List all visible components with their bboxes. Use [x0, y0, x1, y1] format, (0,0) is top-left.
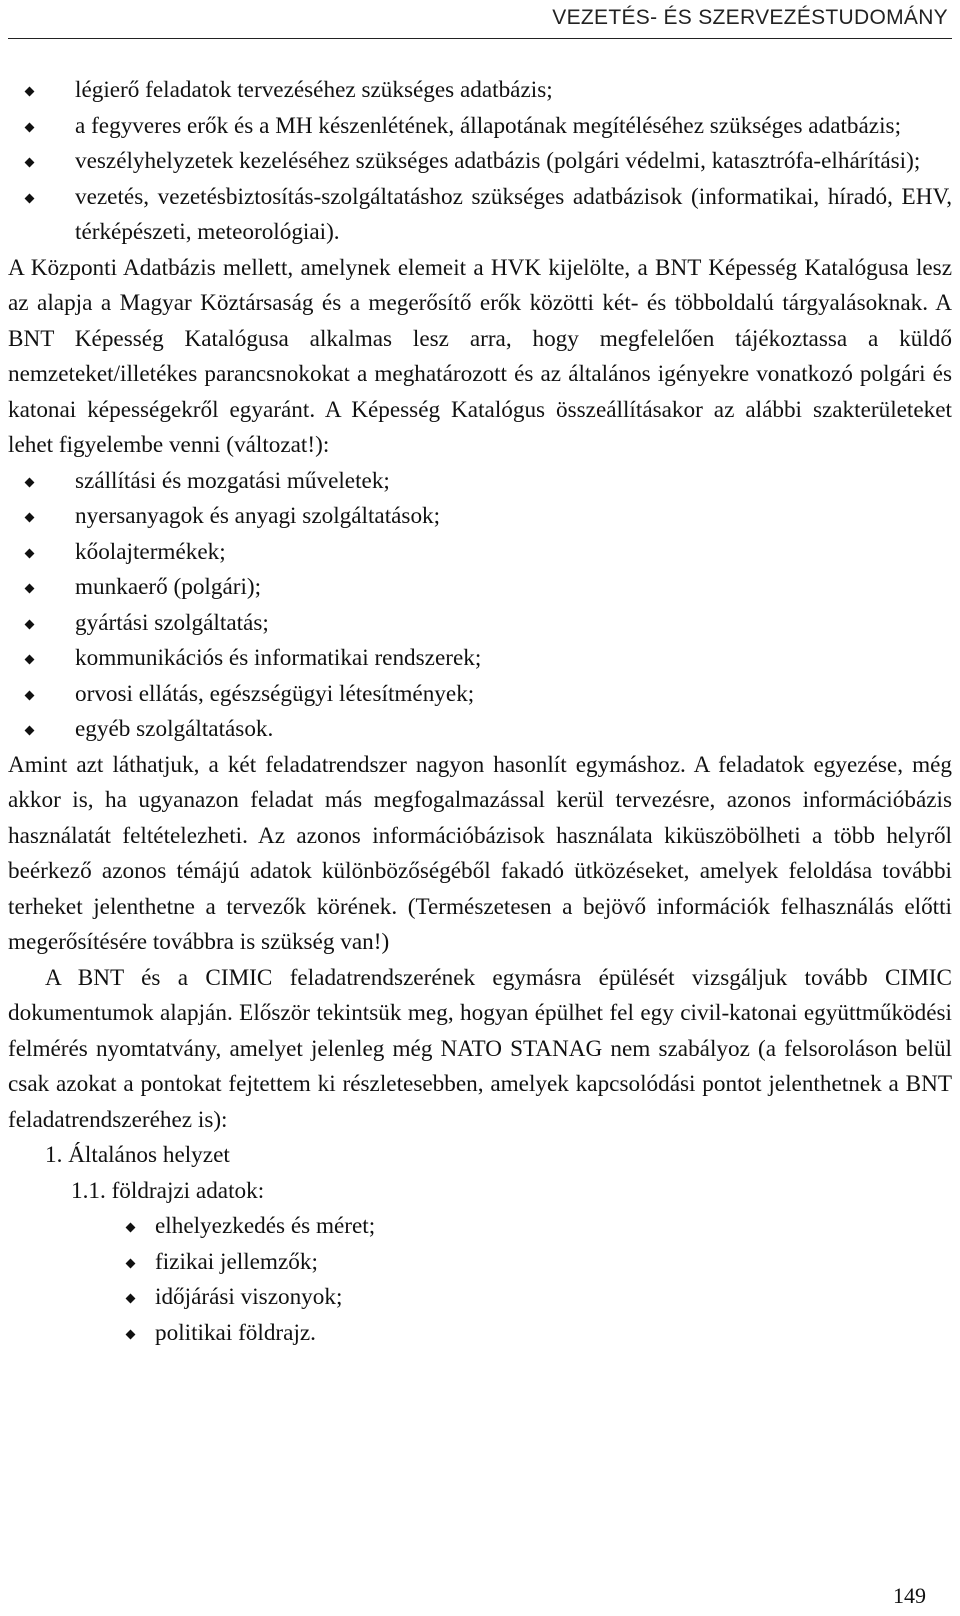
diamond-bullet-icon [25, 655, 35, 665]
list-item: fizikai jellemzők; [8, 1245, 952, 1281]
list-item: elhelyezkedés és méret; [8, 1209, 952, 1245]
paragraph-comparison: Amint azt láthatjuk, a két feladatrendszer nagyon hasonlít egymáshoz. A feladatok egyezése, még akkor is, ha ugyanazon feladat más megfogalmazással kerül tervezésre, azonos információbázis használatát feltételezheti. Az azonos információbázisok használata kiküszöbölheti a több helyről beérkező azonos témájú adatok különbözőségéből fakadó ütközéseket, amelyek feloldása további terheket jelenthetne a tervezők körének. (Természetesen a bejövő információk felhasználás előtti megerősítésére továbbra is szükség van!) [8, 751, 952, 955]
list-item: gyártási szolgáltatás; [8, 606, 952, 642]
list-item: kőolajtermékek; [8, 535, 952, 571]
diamond-bullet-icon [25, 158, 35, 168]
header-title: VEZETÉS- ÉS SZERVEZÉSTUDOMÁNY [552, 6, 948, 29]
diamond-bullet-icon [25, 477, 35, 487]
diamond-bullet-icon [126, 1258, 136, 1268]
diamond-bullet-icon [25, 122, 35, 132]
list-item: politikai földrajz. [8, 1316, 952, 1352]
paragraph-cimic: A BNT és a CIMIC feladatrendszerének egymásra épülését vizsgáljuk tovább CIMIC dokumentumok alapján. Először tekintsük meg, hogyan épülhet fel egy civil-katonai együttműködési felmérés nyomtatvány, amelyet jelenleg még NATO STANAG nem szabályoz (a felsoroláson belül csak azokat a pontokat fejtettem ki részletesebben, amelyek kapcsolódási pontot jelenthetnek a BNT feladatrendszeréhez is): [8, 964, 952, 1133]
list-item: veszélyhelyzetek kezeléséhez szükséges adatbázis (polgári védelmi, katasztrófa-elhárítási); [8, 144, 952, 180]
diamond-bullet-icon [126, 1329, 136, 1339]
running-header [8, 0, 952, 39]
diamond-bullet-icon [25, 584, 35, 594]
diamond-bullet-icon [25, 513, 35, 523]
diamond-bullet-icon [25, 726, 35, 736]
list-item: kommunikációs és informatikai rendszerek; [8, 641, 952, 677]
list-item: szállítási és mozgatási műveletek; [8, 464, 952, 500]
list-item: vezetés, vezetésbiztosítás-szolgáltatáshoz szükséges adatbázisok (informatikai, híradó, EHV, térképészeti, meteorológiai). [8, 180, 952, 251]
list-item: a fegyveres erők és a MH készenlétének, állapotának megítéléséhez szükséges adatbázis; [8, 109, 952, 145]
diamond-bullet-icon [25, 690, 35, 700]
diamond-bullet-icon [25, 193, 35, 203]
numbered-subheading-geographic-data: 1.1. földrajzi adatok: [71, 1177, 265, 1204]
list-item: nyersanyagok és anyagi szolgáltatások; [8, 499, 952, 535]
bullet-list-geographic [8, 1209, 952, 1351]
diamond-bullet-icon [126, 1294, 136, 1304]
diamond-bullet-icon [25, 87, 35, 97]
page-body [8, 73, 952, 1351]
diamond-bullet-icon [126, 1223, 136, 1233]
bullet-list-databases [8, 73, 952, 251]
list-item: egyéb szolgáltatások. [8, 712, 952, 748]
bullet-list-fields [8, 464, 952, 748]
paragraph-capability-catalogue: A Központi Adatbázis mellett, amelynek elemeit a HVK kijelölte, a BNT Képesség Katalógusa lesz az alapja a Magyar Köztársaság és a megerősítő erők közötti két- és többoldalú tárgyalásoknak. A BNT Képesség Katalógusa alkalmas lesz arra, hogy megfelelően tájékoztassa a küldő nemzeteket/illetékes parancsnokokat a meghatározott és az általános igényekre vonatkozó polgári és katonai képességekről egyaránt. A Képesség Katalógus összeállításakor az alábbi szakterületeket lehet figyelembe venni (változat!): [8, 254, 952, 458]
list-item: légierő feladatok tervezéséhez szükséges adatbázis; [8, 73, 952, 109]
list-item: orvosi ellátás, egészségügyi létesítmények; [8, 677, 952, 713]
numbered-heading-general-situation: 1. Általános helyzet [45, 1142, 230, 1168]
list-item: időjárási viszonyok; [8, 1280, 952, 1316]
page-number: 149 [893, 1583, 926, 1608]
diamond-bullet-icon [25, 548, 35, 558]
diamond-bullet-icon [25, 619, 35, 629]
list-item: munkaerő (polgári); [8, 570, 952, 606]
